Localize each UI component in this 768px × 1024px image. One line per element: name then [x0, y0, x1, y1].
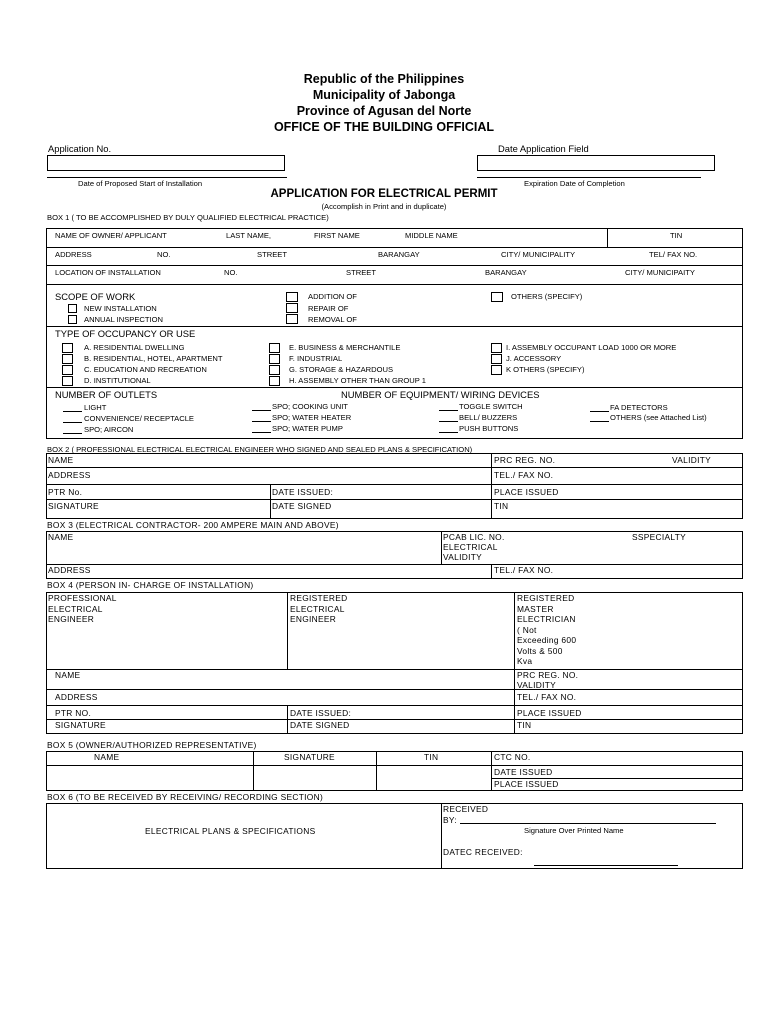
location-no-label: NO. — [224, 268, 238, 277]
form-subtitle: (Accomplish in Print and in duplicate) — [321, 202, 447, 211]
box6-by-label: BY: — [443, 815, 457, 825]
occ-j-checkbox[interactable] — [491, 354, 502, 364]
repair-label: REPAIR OF — [308, 304, 349, 313]
location-street-label: STREET — [346, 268, 376, 277]
rme-line2: MASTER — [517, 604, 554, 614]
box3-specialty-label: SSPECIALTY — [632, 532, 687, 542]
new-installation-checkbox[interactable] — [68, 304, 77, 313]
box6-signature-printed-label: Signature Over Printed Name — [524, 826, 624, 835]
header-province: Province of Agusan del Norte — [296, 104, 472, 118]
box4-place-issued-label: PLACE ISSUED — [517, 708, 582, 718]
occ-g-checkbox[interactable] — [269, 365, 280, 375]
owner-name-label: NAME OF OWNER/ APPLICANT — [55, 231, 167, 240]
box2-prc-label: PRC REG. NO. — [494, 455, 556, 465]
first-name-label: FIRST NAME — [314, 231, 360, 240]
box3-name-label: NAME — [48, 532, 74, 542]
date-application-label: Date Application Field — [498, 143, 589, 154]
removal-label: REMOVAL OF — [308, 315, 357, 324]
box6-received-label: RECEIVED — [443, 804, 489, 814]
occ-b-label: B. RESIDENTIAL, HOTEL, APARTMENT — [84, 354, 223, 363]
middle-name-label: MIDDLE NAME — [405, 231, 458, 240]
rme-line6: Volts & 500 — [517, 646, 563, 656]
address-street-label: STREET — [257, 250, 287, 259]
occ-k-label: K OTHERS (SPECIFY) — [506, 365, 585, 374]
rme-line4: ( Not — [517, 625, 537, 635]
rme-line7: Kva — [517, 656, 533, 666]
proposed-start-label: Date of Proposed Start of Installation — [78, 179, 203, 188]
box5-tin-label: TIN — [424, 752, 439, 762]
fa-detectors-label: FA DETECTORS — [610, 403, 668, 412]
push-buttons-label: PUSH BUTTONS — [459, 424, 519, 433]
ree-line1: REGISTERED — [290, 593, 348, 603]
outlet-aircon-label: SPO; AIRCON — [84, 425, 134, 434]
box4-tin-label: TIN — [517, 720, 532, 730]
location-barangay-label: BARANGAY — [485, 268, 527, 277]
box5-label: BOX 5 (OWNER/AUTHORIZED REPRESENTATIVE) — [47, 740, 257, 750]
box4-address-label: ADDRESS — [55, 692, 98, 702]
addition-label: ADDITION OF — [308, 292, 357, 301]
annual-inspection-checkbox[interactable] — [68, 315, 77, 324]
ree-line3: ENGINEER — [290, 614, 337, 624]
application-no-label: Application No. — [48, 143, 112, 154]
box4-name-label: NAME — [55, 670, 81, 680]
box5-date-issued-label: DATE ISSUED — [494, 767, 553, 777]
box4-label: BOX 4 (PERSON IN- CHARGE OF INSTALLATION) — [47, 580, 254, 590]
scope-title: SCOPE OF WORK — [55, 291, 136, 302]
box2-date-signed-label: DATE SIGNED — [272, 501, 332, 511]
outlet-pump-label: SPO; WATER PUMP — [272, 424, 343, 433]
box5-frame — [46, 751, 743, 791]
box4-prc-label: PRC REG. NO. — [517, 670, 579, 680]
box4-date-signed-label: DATE SIGNED — [290, 720, 350, 730]
bell-buzzers-label: BELL/ BUZZERS — [459, 413, 518, 422]
rme-line3: ELECTRICIAN — [517, 614, 576, 624]
occupancy-title: TYPE OF OCCUPANCY OR USE — [55, 328, 196, 339]
new-installation-label: NEW INSTALLATION — [84, 304, 157, 313]
occ-g-label: G. STORAGE & HAZARDOUS — [289, 365, 394, 374]
application-no-field[interactable] — [47, 155, 285, 171]
address-label: ADDRESS — [55, 250, 92, 259]
header-municipality: Municipality of Jabonga — [312, 88, 456, 102]
ree-line2: ELECTRICAL — [290, 604, 345, 614]
occ-f-label: F. INDUSTRIAL — [289, 354, 343, 363]
box3-electrical-label: ELECTRICAL — [443, 542, 498, 552]
occ-h-label: H. ASSEMBLY OTHER THAN GROUP 1 — [289, 376, 427, 385]
outlet-convenience-label: CONVENIENCE/ RECEPTACLE — [84, 414, 194, 423]
addition-checkbox[interactable] — [286, 292, 298, 302]
box2-tin-label: TIN — [494, 501, 509, 511]
occ-j-label: J. ACCESSORY — [506, 354, 562, 363]
form-title: APPLICATION FOR ELECTRICAL PERMIT — [270, 188, 498, 200]
tel-fax-label: TEL/ FAX NO. — [649, 250, 698, 259]
tin-label: TIN — [670, 231, 683, 240]
equipment-title: NUMBER OF EQUIPMENT/ WIRING DEVICES — [341, 389, 540, 400]
occ-k-checkbox[interactable] — [491, 365, 502, 375]
occ-h-checkbox[interactable] — [269, 376, 280, 386]
rme-line1: REGISTERED — [517, 593, 575, 603]
box2-place-issued-label: PLACE ISSUED — [494, 487, 559, 497]
box2-ptr-label: PTR No. — [48, 487, 83, 497]
location-city-label: CITY/ MUNICIPAITY — [625, 268, 695, 277]
box4-ptr-label: PTR NO. — [55, 708, 92, 718]
box4-date-issued-label: DATE ISSUED: — [290, 708, 352, 718]
occ-f-checkbox[interactable] — [269, 354, 280, 364]
outlet-light-label: LIGHT — [84, 403, 107, 412]
last-name-label: LAST NAME, — [226, 231, 272, 240]
occ-e-checkbox[interactable] — [269, 343, 280, 353]
box4-validity-label: VALIDITY — [517, 680, 557, 690]
box2-label: BOX 2 ( PROFESSIONAL ELECTRICAL ELECTRICAL ENGINEER WHO SIGNED AND SEALED PLANS & SPECIFICATION) — [47, 445, 473, 454]
box3-label: BOX 3 (ELECTRICAL CONTRACTOR- 200 AMPERE MAIN AND ABOVE) — [47, 520, 339, 530]
box5-ctc-label: CTC NO. — [494, 752, 531, 762]
box2-address-label: ADDRESS — [48, 470, 91, 480]
box2-name-label: NAME — [48, 455, 74, 465]
occ-a-label: A. RESIDENTIAL DWELLING — [84, 343, 185, 352]
box5-name-label: NAME — [94, 752, 120, 762]
outlet-heater-label: SPO; WATER HEATER — [272, 413, 352, 422]
location-label: LOCATION OF INSTALLATION — [55, 268, 161, 277]
box4-tel-label: TEL./ FAX NO. — [517, 692, 577, 702]
box6-plans-label: ELECTRICAL PLANS & SPECIFICATIONS — [145, 826, 316, 836]
others-attached-label: OTHERS (see Attached List) — [610, 413, 707, 422]
rme-line5: Exceeding 600 — [517, 635, 577, 645]
occ-e-label: E. BUSINESS & MERCHANTILE — [289, 343, 401, 352]
box1-label: BOX 1 ( TO BE ACCOMPLISHED BY DULY QUALIFIED ELECTRICAL PRACTICE) — [47, 213, 329, 222]
occ-c-label: C. EDUCATION AND RECREATION — [84, 365, 207, 374]
pee-line1: PROFESSIONAL — [48, 593, 117, 603]
occ-d-label: D. INSTITUTIONAL — [84, 376, 151, 385]
occ-d-checkbox[interactable] — [62, 376, 73, 386]
box5-place-issued-label: PLACE ISSUED — [494, 779, 559, 789]
header-republic: Republic of the Philippines — [303, 72, 465, 86]
box4-signature-label: SIGNATURE — [55, 720, 106, 730]
pee-line2: ELECTRICAL — [48, 604, 103, 614]
box4-frame — [46, 592, 743, 734]
address-city-label: CITY/ MUNICIPALITY — [501, 250, 576, 259]
others-checkbox[interactable] — [491, 292, 503, 302]
expiration-label: Expiration Date of Completion — [524, 179, 625, 188]
outlet-cooking-label: SPO; COOKING UNIT — [272, 402, 348, 411]
occ-i-label: I. ASSEMBLY OCCUPANT LOAD 1000 OR MORE — [506, 343, 677, 352]
box3-address-label: ADDRESS — [48, 565, 91, 575]
occ-c-checkbox[interactable] — [62, 365, 73, 375]
occ-a-checkbox[interactable] — [62, 343, 73, 353]
header-office: OFFICE OF THE BUILDING OFFICIAL — [273, 120, 495, 134]
occ-i-checkbox[interactable] — [491, 343, 502, 353]
others-label: OTHERS (SPECIFY) — [511, 292, 583, 301]
date-application-field[interactable] — [477, 155, 715, 171]
address-no-label: NO. — [157, 250, 171, 259]
occ-b-checkbox[interactable] — [62, 354, 73, 364]
box2-frame — [46, 453, 743, 519]
pee-line3: ENGINEER — [48, 614, 95, 624]
removal-checkbox[interactable] — [286, 314, 298, 324]
box3-tel-label: TEL./ FAX NO. — [494, 565, 554, 575]
box6-label: BOX 6 (TO BE RECEIVED BY RECEIVING/ RECORDING SECTION) — [47, 792, 324, 802]
box6-frame — [46, 803, 743, 869]
address-barangay-label: BARANGAY — [378, 250, 420, 259]
box2-date-issued-label: DATE ISSUED: — [272, 487, 334, 497]
box2-validity-label: VALIDITY — [672, 455, 712, 465]
box3-pcab-label: PCAB LIC. NO. — [443, 532, 505, 542]
annual-inspection-label: ANNUAL INSPECTION — [84, 315, 164, 324]
box5-signature-label: SIGNATURE — [284, 752, 335, 762]
box2-tel-label: TEL./ FAX NO. — [494, 470, 554, 480]
toggle-switch-label: TOGGLE SWITCH — [459, 402, 523, 411]
box2-signature-label: SIGNATURE — [48, 501, 99, 511]
repair-checkbox[interactable] — [286, 303, 298, 313]
outlets-title: NUMBER OF OUTLETS — [55, 389, 158, 400]
box3-validity-label: VALIDITY — [443, 552, 483, 562]
box6-date-received-label: DATEC RECEIVED: — [443, 847, 523, 857]
